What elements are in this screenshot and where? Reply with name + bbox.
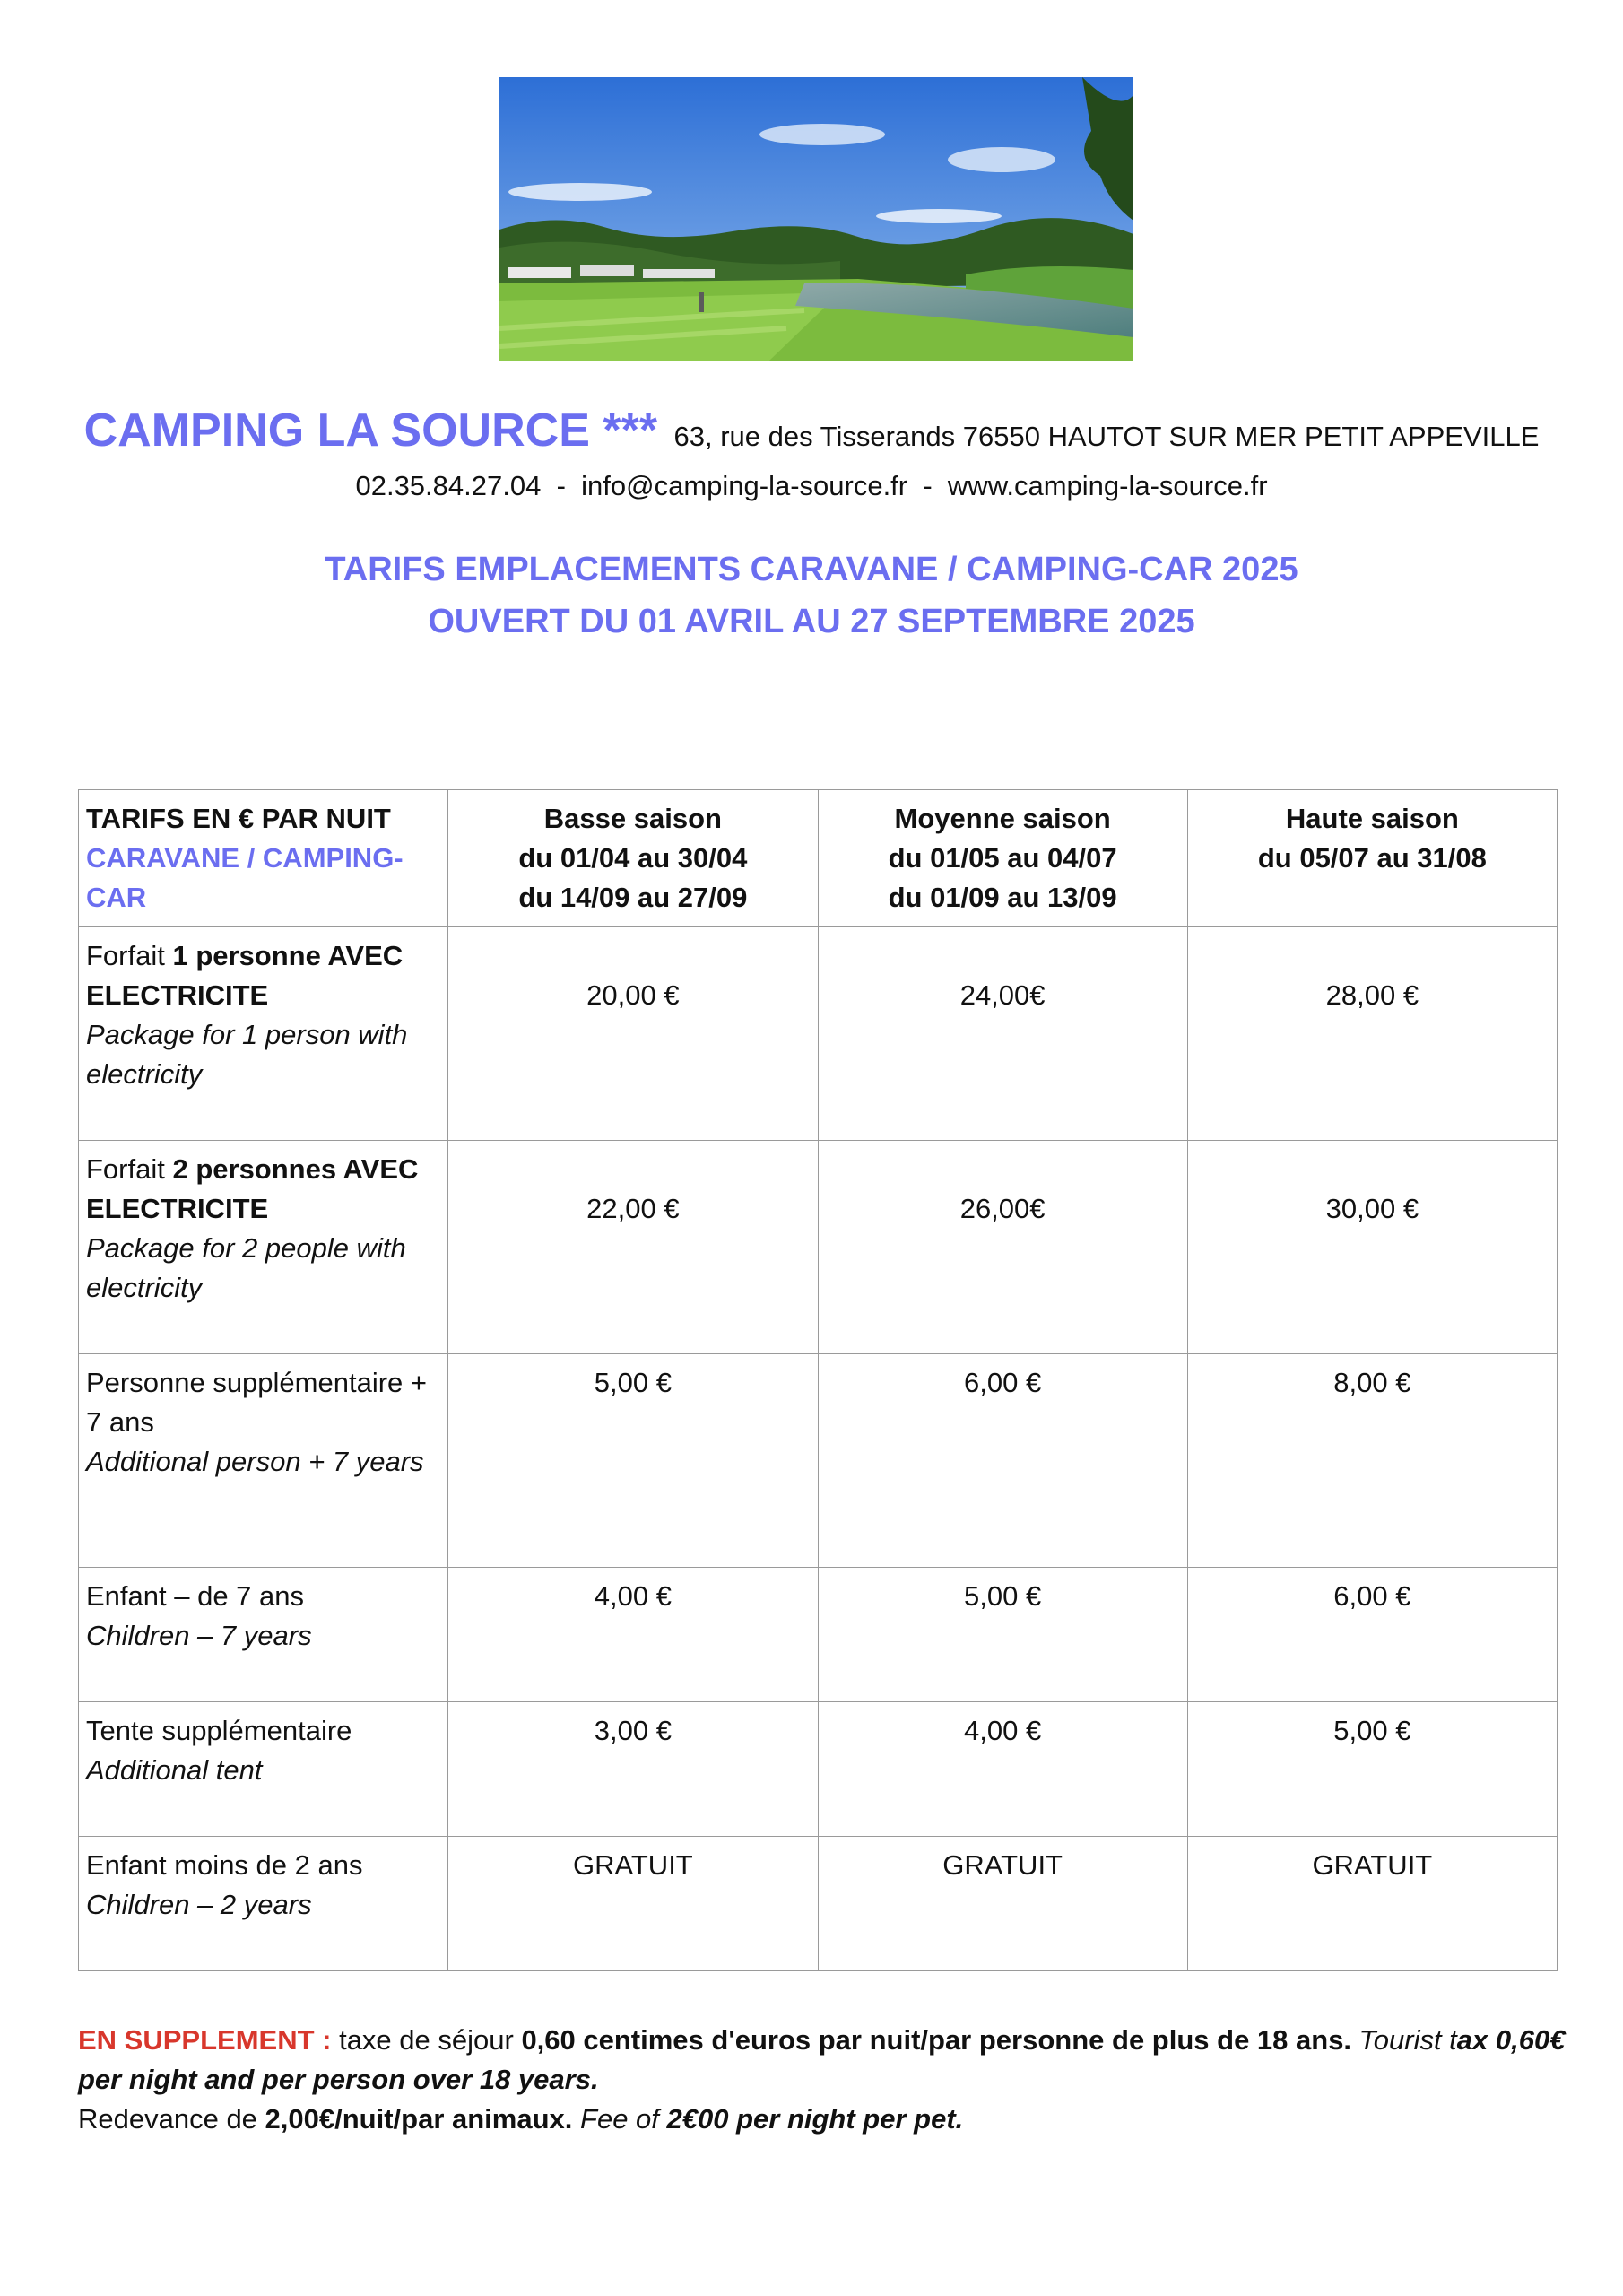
row-label-en: Children – 2 years: [86, 1889, 312, 1920]
table-row: [79, 1837, 1558, 1971]
price-cell: 8,00 €: [1187, 1354, 1557, 1568]
table-header-row: [79, 790, 1558, 927]
pet-amount: 2,00€/nuit/par animaux.: [265, 2103, 573, 2135]
price-cell: 6,00 €: [818, 1354, 1187, 1568]
season-dates: du 05/07 au 31/08: [1257, 842, 1487, 874]
camping-name: CAMPING LA SOURCE ***: [83, 404, 658, 457]
tax-text: taxe de séjour: [331, 2024, 522, 2056]
tax-english-b: ax 0,60€ per night and per person over 18 years.: [78, 2024, 1566, 2095]
header-title-line: [0, 404, 1623, 457]
tax-amount: 0,60 centimes d'euros par nuit/par personne de plus de 18 ans.: [521, 2024, 1352, 2056]
notes-block: [78, 2021, 1584, 2139]
season-dates: du 01/09 au 13/09: [888, 882, 1117, 913]
price-cell: 26,00€: [818, 1141, 1187, 1354]
tourist-tax-note: [78, 2021, 1584, 2100]
price-cell: 30,00 €: [1187, 1141, 1557, 1354]
row-label-en: Package for 1 person with electricity: [86, 1019, 408, 1090]
table-row: [79, 1141, 1558, 1354]
contact-line: [0, 470, 1623, 502]
pet-english-b: 2€00 per night per pet.: [666, 2103, 964, 2135]
price-cell: 22,00 €: [448, 1141, 818, 1354]
price-cell: 28,00 €: [1187, 927, 1557, 1141]
pet-text: Redevance de: [78, 2103, 265, 2135]
row-label-fr-bold: 1 personne AVEC ELECTRICITE: [86, 940, 404, 1011]
season-dates: du 01/04 au 30/04: [518, 842, 748, 874]
row-label-fr: Tente supplémentaire: [86, 1715, 352, 1746]
season-dates: du 14/09 au 27/09: [518, 882, 748, 913]
season-header-moyenne: [818, 790, 1187, 927]
table-row: [79, 1568, 1558, 1702]
price-cell: 5,00 €: [1187, 1702, 1557, 1837]
row-label-fr: Personne supplémentaire + 7 ans: [86, 1367, 427, 1438]
price-cell: 3,00 €: [448, 1702, 818, 1837]
row-label-cell: [79, 927, 448, 1141]
camping-address: 63, rue des Tisserands 76550 HAUTOT SUR MER PETIT APPEVILLE: [673, 421, 1540, 452]
email-link[interactable]: info@camping-la-source.fr: [581, 470, 908, 501]
opening-dates-heading: OUVERT DU 01 AVRIL AU 27 SEPTEMBRE 2025: [428, 603, 1195, 640]
row-label-fr: Forfait: [86, 940, 173, 971]
contact-separator: -: [556, 470, 566, 501]
price-cell: 20,00 €: [448, 927, 818, 1141]
supplement-label: EN SUPPLEMENT :: [78, 2024, 332, 2056]
row-label-cell: [79, 1568, 448, 1702]
row-label-fr: Enfant – de 7 ans: [86, 1580, 305, 1612]
row-label-fr-bold: 2 personnes AVEC ELECTRICITE: [86, 1153, 419, 1224]
season-name: Moyenne saison: [894, 803, 1111, 834]
row-label-fr: Enfant moins de 2 ans: [86, 1849, 363, 1881]
row-label-fr: Forfait: [86, 1153, 173, 1185]
price-cell: 6,00 €: [1187, 1568, 1557, 1702]
tax-english-a: Tourist t: [1351, 2024, 1457, 2056]
contact-separator: -: [923, 470, 933, 501]
table-row: [79, 1702, 1558, 1837]
tariff-heading: TARIFS EMPLACEMENTS CARAVANE / CAMPING-CAR 2025: [325, 551, 1298, 588]
row-label-en: Additional tent: [86, 1754, 263, 1786]
row-label-en: Package for 2 people with electricity: [86, 1232, 406, 1303]
row-label-cell: [79, 1141, 448, 1354]
price-cell: 24,00€: [818, 927, 1187, 1141]
price-cell: 4,00 €: [818, 1702, 1187, 1837]
corner-cell: [79, 790, 448, 927]
pet-fee-note: [78, 2100, 1584, 2139]
corner-title: TARIFS EN € PAR NUIT: [86, 803, 391, 834]
price-cell: 5,00 €: [448, 1354, 818, 1568]
corner-subtitle: CARAVANE / CAMPING-CAR: [86, 842, 404, 913]
row-label-cell: [79, 1837, 448, 1971]
row-label-en: Children – 7 years: [86, 1620, 312, 1651]
price-cell: GRATUIT: [818, 1837, 1187, 1971]
season-dates: du 01/05 au 04/07: [888, 842, 1117, 874]
row-label-cell: [79, 1354, 448, 1568]
tariff-table: [78, 789, 1558, 1971]
row-label-en: Additional person + 7 years: [86, 1446, 424, 1477]
phone-number: 02.35.84.27.04: [355, 470, 542, 501]
website-link[interactable]: www.camping-la-source.fr: [947, 470, 1268, 501]
row-label-cell: [79, 1702, 448, 1837]
price-cell: GRATUIT: [448, 1837, 818, 1971]
price-cell: 5,00 €: [818, 1568, 1187, 1702]
price-cell: GRATUIT: [1187, 1837, 1557, 1971]
table-row: [79, 927, 1558, 1141]
season-header-haute: [1187, 790, 1557, 927]
table-row: [79, 1354, 1558, 1568]
pet-english-a: Fee of: [572, 2103, 667, 2135]
season-header-basse: [448, 790, 818, 927]
season-name: Basse saison: [543, 803, 722, 834]
campsite-photo: [499, 77, 1133, 361]
season-name: Haute saison: [1285, 803, 1459, 834]
price-cell: 4,00 €: [448, 1568, 818, 1702]
